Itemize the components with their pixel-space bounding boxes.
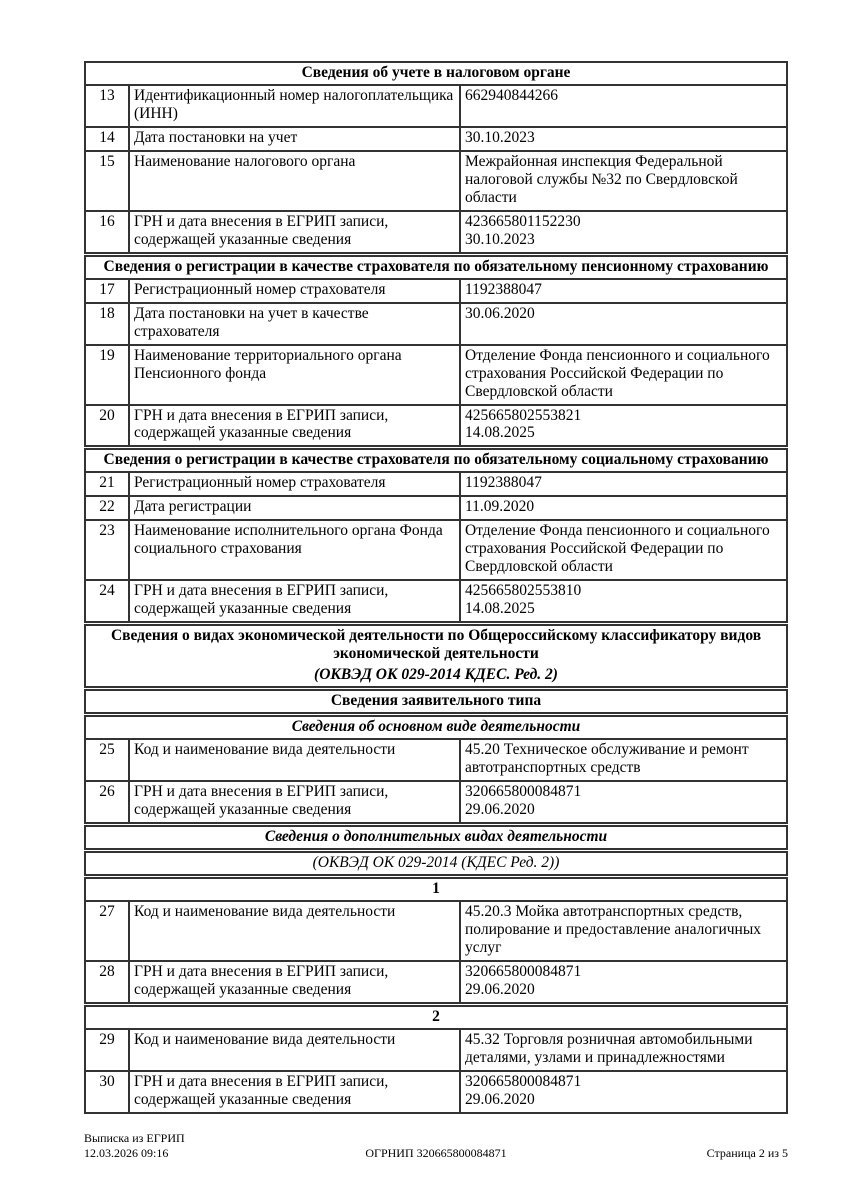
row-value-cell (459, 86, 786, 126)
row-number-cell: 18 (99, 304, 115, 322)
section-block (84, 255, 788, 448)
row-number-cell: 20 (99, 406, 115, 424)
row-value-cell (459, 473, 786, 495)
row-label-cell: ГРН и дата внесения в ЕГРИП записи, содержащей указанные сведения (128, 1072, 459, 1112)
value-line: 320665800084871 (465, 782, 582, 800)
row-label-cell: Код и наименование вида деятельности (128, 1030, 459, 1070)
row-label-cell: ГРН и дата внесения в ЕГРИП записи, содержащей указанные сведения (128, 581, 459, 621)
value-line: 29.06.2020 (465, 980, 535, 998)
table-row (86, 495, 786, 519)
row-number-cell: 29 (99, 1030, 115, 1048)
section-header: Сведения о регистрации в качестве страхователя по обязательному пенсионному страхованию (103, 257, 769, 275)
section-block (84, 1005, 788, 1114)
value-line: 320665800084871 (465, 1072, 582, 1090)
row-value-cell (459, 902, 786, 960)
value-line: 30.06.2020 (465, 304, 535, 322)
row-value-cell (459, 782, 786, 822)
table-row (86, 519, 786, 579)
section-block (84, 61, 788, 254)
row-number-cell: 16 (99, 212, 115, 230)
row-number-cell: 17 (99, 280, 115, 298)
row-label-cell: Дата постановки на учет в качестве страхователя (128, 304, 459, 344)
value-line: 425665802553821 (465, 406, 582, 424)
table-row (86, 960, 786, 1002)
section-header: (ОКВЭД ОК 029-2014 КДЕС. Ред. 2) (314, 666, 558, 684)
value-line: 30.10.2023 (465, 128, 535, 146)
value-line: Межрайонная инспекция Федеральной налоговой службы №32 по Свердловской области (465, 152, 738, 206)
section-block (84, 715, 788, 824)
row-number-cell: 14 (99, 128, 115, 146)
table-row (86, 150, 786, 210)
section-header: 2 (432, 1007, 440, 1025)
row-label-cell: Регистрационный номер страхователя (128, 473, 459, 495)
row-label-cell: ГРН и дата внесения в ЕГРИП записи, содержащей указанные сведения (128, 212, 459, 252)
value-line: 425665802553810 (465, 582, 582, 600)
row-value-cell (459, 152, 786, 210)
row-value-cell (459, 346, 786, 404)
value-line: Отделение Фонда пенсионного и социального страхования Российской Федерации по Свердловской области (465, 522, 770, 576)
section-header: (ОКВЭД ОК 029-2014 (КДЕС Ред. 2)) (312, 853, 560, 871)
row-value-cell (459, 740, 786, 780)
row-number-cell: 13 (99, 86, 115, 104)
row-label-cell: Наименование территориального органа Пенсионного фонда (128, 346, 459, 404)
section-header: 1 (432, 879, 440, 897)
table-row (86, 579, 786, 621)
table-row (86, 344, 786, 404)
section-block (84, 851, 788, 876)
row-number-cell: 25 (99, 741, 115, 759)
value-line: 29.06.2020 (465, 1090, 535, 1108)
row-label-cell: Идентификационный номер налогоплательщика (ИНН) (128, 86, 459, 126)
section-header: Сведения о видах экономической деятельности по Общероссийскому классификатору видов экономической деятельности (110, 627, 762, 663)
section-block (84, 689, 788, 714)
row-label-cell: Наименование исполнительного органа Фонда социального страхования (128, 521, 459, 579)
row-label-cell: ГРН и дата внесения в ЕГРИП записи, содержащей указанные сведения (128, 782, 459, 822)
table-row (86, 302, 786, 344)
section-block (84, 448, 788, 623)
row-value-cell (459, 128, 786, 150)
value-line: 423665801152230 (465, 212, 581, 230)
row-value-cell (459, 1072, 786, 1112)
row-value-cell (459, 1030, 786, 1070)
row-number-cell: 22 (99, 498, 115, 516)
value-line: 11.09.2020 (465, 498, 535, 516)
value-line: 14.08.2025 (465, 424, 535, 442)
row-value-cell (459, 497, 786, 519)
row-value-cell (459, 962, 786, 1002)
footer-datetime: 12.03.2026 09:16 (84, 1146, 169, 1160)
section-header: Сведения об основном виде деятельности (291, 718, 581, 736)
row-value-cell (459, 521, 786, 579)
section-block (84, 825, 788, 850)
table-row (86, 210, 786, 252)
row-label-cell: Дата регистрации (128, 497, 459, 519)
row-value-cell (459, 280, 786, 302)
value-line: Отделение Фонда пенсионного и социального страхования Российской Федерации по Свердловской области (465, 346, 770, 400)
footer-ogrnip: ОГРНИП 320665800084871 (365, 1146, 507, 1160)
row-number-cell: 19 (99, 346, 115, 364)
section-header: Сведения заявительного типа (330, 692, 542, 710)
table-row (86, 900, 786, 960)
section-header: Сведения об учете в налоговом органе (301, 64, 571, 81)
row-label-cell: Код и наименование вида деятельности (128, 902, 459, 960)
table-row (86, 84, 786, 126)
table-row (86, 471, 786, 495)
row-number-cell: 26 (99, 782, 115, 800)
row-label-cell: Наименование налогового органа (128, 152, 459, 210)
value-line: 45.32 Торговля розничная автомобильными деталями, узлами и принадлежностями (465, 1030, 753, 1066)
value-line: 320665800084871 (465, 962, 582, 980)
row-number-cell: 28 (99, 962, 115, 980)
row-label-cell: Дата постановки на учет (128, 128, 459, 150)
value-line: 45.20 Техническое обслуживание и ремонт автотранспортных средств (465, 741, 749, 776)
section-block (84, 624, 788, 688)
row-value-cell (459, 212, 786, 252)
section-block (84, 877, 788, 1004)
value-line: 45.20.3 Мойка автотранспортных средств, полирование и предоставление аналогичных услуг (465, 902, 761, 956)
value-line: 29.06.2020 (465, 800, 535, 818)
table-row (86, 738, 786, 780)
egrip-extract-table (84, 61, 788, 1114)
table-row (86, 278, 786, 302)
row-number-cell: 24 (99, 582, 115, 600)
row-label-cell: Код и наименование вида деятельности (128, 740, 459, 780)
table-row (86, 1028, 786, 1070)
table-row (86, 780, 786, 822)
section-header: Сведения о регистрации в качестве страхователя по обязательному социальному страхованию (103, 451, 769, 469)
value-line: 1192388047 (465, 474, 542, 492)
row-value-cell (459, 304, 786, 344)
row-label-cell: Регистрационный номер страхователя (128, 280, 459, 302)
row-number-cell: 15 (99, 152, 115, 170)
section-header: Сведения о дополнительных видах деятельности (264, 827, 608, 845)
row-value-cell (459, 581, 786, 621)
table-row (86, 1070, 786, 1112)
row-number-cell: 30 (99, 1072, 115, 1090)
table-row (86, 404, 786, 446)
row-number-cell: 27 (99, 902, 115, 920)
row-number-cell: 21 (99, 474, 115, 492)
value-line: 662940844266 (465, 86, 558, 104)
value-line: 14.08.2025 (465, 600, 535, 618)
row-number-cell: 23 (99, 522, 115, 540)
row-label-cell: ГРН и дата внесения в ЕГРИП записи, содержащей указанные сведения (128, 406, 459, 446)
table-row (86, 126, 786, 150)
row-label-cell: ГРН и дата внесения в ЕГРИП записи, содержащей указанные сведения (128, 962, 459, 1002)
value-line: 30.10.2023 (465, 230, 535, 248)
row-value-cell (459, 406, 786, 446)
footer-page-number: Страница 2 из 5 (706, 1146, 788, 1160)
value-line: 1192388047 (465, 280, 542, 298)
footer-doc-title: Выписка из ЕГРИП (84, 1131, 185, 1145)
